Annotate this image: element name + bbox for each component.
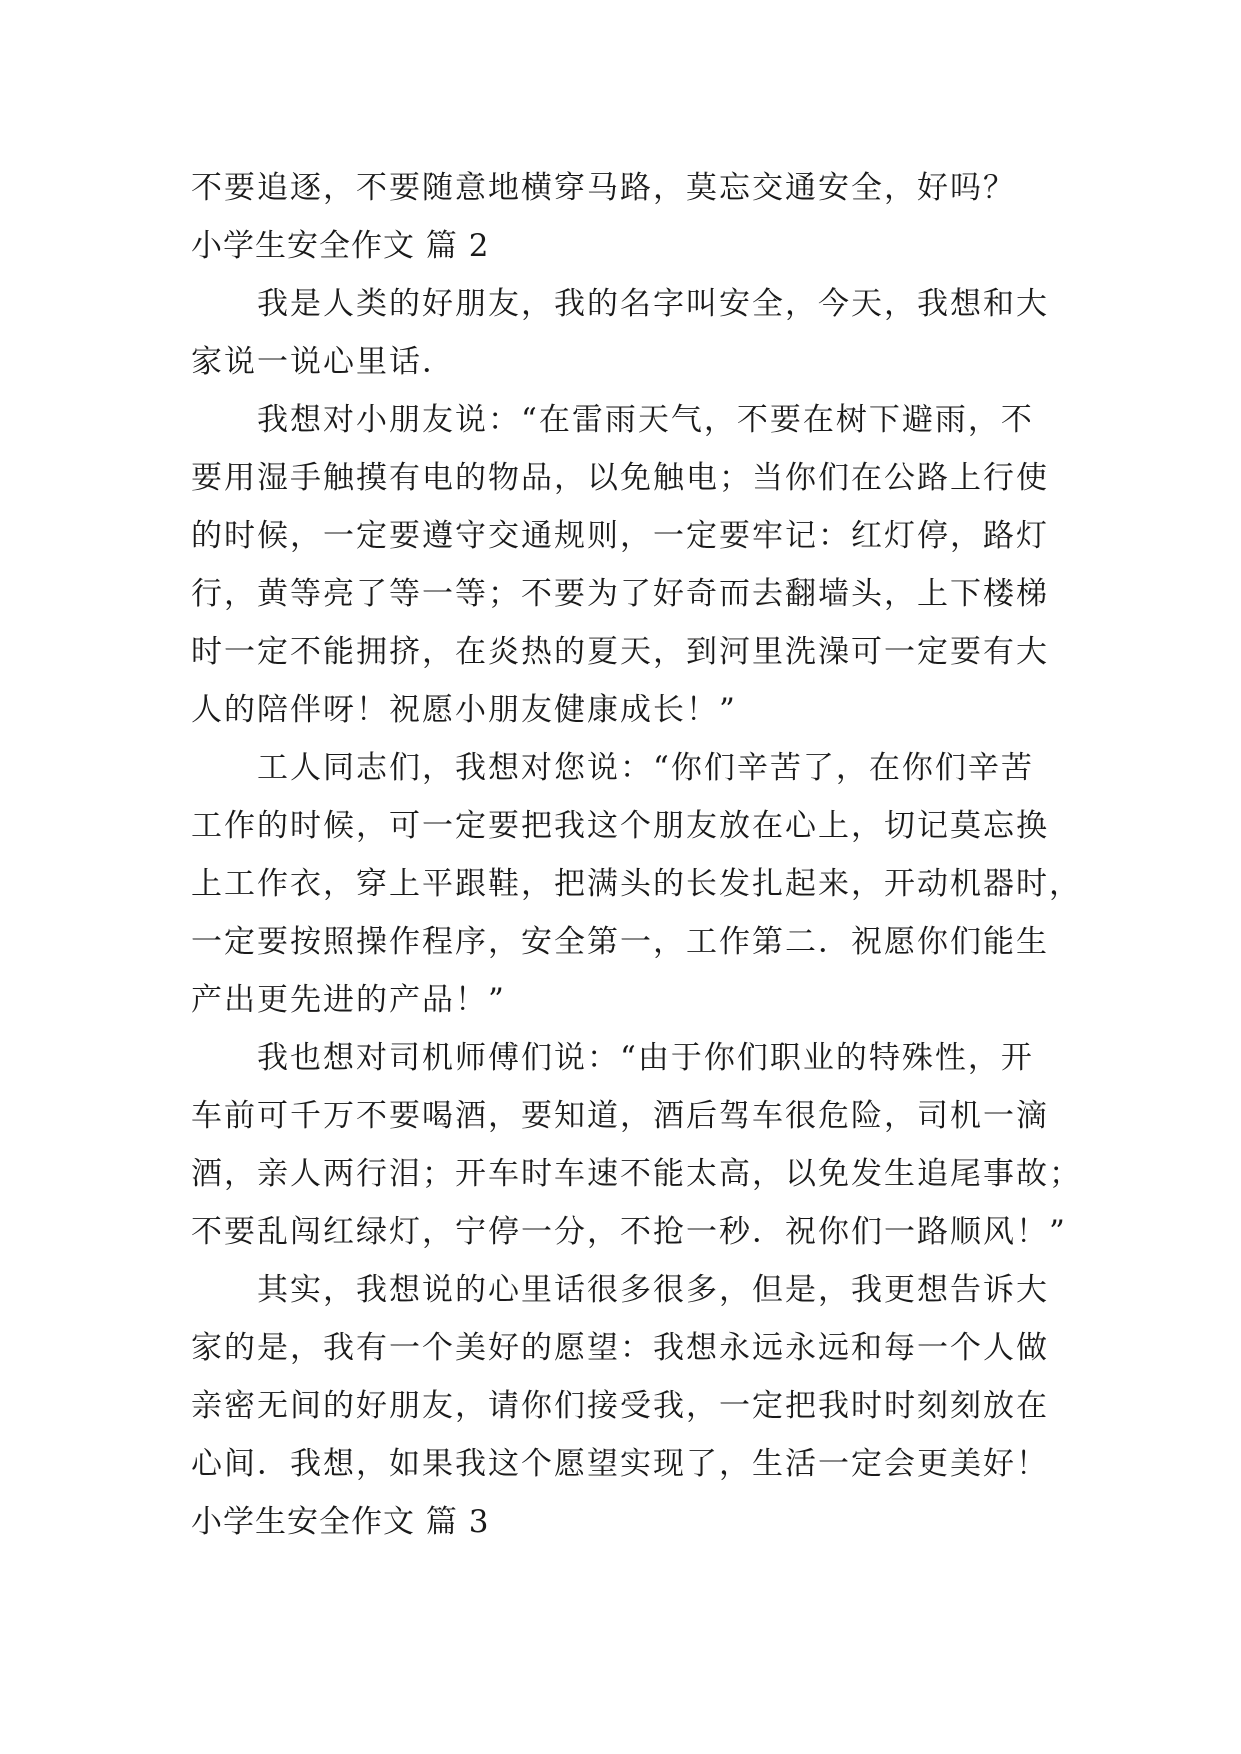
text-line: 不要乱闯红绿灯，宁停一分，不抢一秒．祝你们一路顺风！”	[191, 1214, 1067, 1250]
paragraph-first-line: 其实，我想说的心里话很多很多，但是，我更想告诉大	[257, 1272, 1049, 1308]
text-line: 家说一说心里话．	[191, 344, 455, 380]
text-line: 行，黄等亮了等一等；不要为了好奇而去翻墙头，上下楼梯	[191, 576, 1049, 612]
section-heading: 小学生安全作文 篇 2	[191, 228, 490, 264]
text-line: 酒，亲人两行泪；开车时车速不能太高，以免发生追尾事故；	[191, 1156, 1082, 1192]
paragraph-first-line: 工人同志们，我想对您说：“你们辛苦了，在你们辛苦	[257, 750, 1034, 786]
text-line: 工作的时候，可一定要把我这个朋友放在心上，切记莫忘换	[191, 808, 1049, 844]
text-line: 不要追逐，不要随意地横穿马路，莫忘交通安全，好吗？	[191, 170, 1016, 206]
text-line: 要用湿手触摸有电的物品，以免触电；当你们在公路上行使	[191, 460, 1049, 496]
text-line: 时一定不能拥挤，在炎热的夏天，到河里洗澡可一定要有大	[191, 634, 1049, 670]
text-line: 家的是，我有一个美好的愿望：我想永远永远和每一个人做	[191, 1330, 1049, 1366]
paragraph-first-line: 我想对小朋友说：“在雷雨天气，不要在树下避雨，不	[257, 402, 1034, 438]
text-line: 心间．我想，如果我这个愿望实现了，生活一定会更美好！	[191, 1446, 1049, 1482]
text-line: 上工作衣，穿上平跟鞋，把满头的长发扎起来，开动机器时，	[191, 866, 1082, 902]
paragraph-first-line: 我是人类的好朋友，我的名字叫安全，今天，我想和大	[257, 286, 1049, 322]
text-line: 亲密无间的好朋友，请你们接受我，一定把我时时刻刻放在	[191, 1388, 1049, 1424]
text-line: 车前可千万不要喝酒，要知道，酒后驾车很危险，司机一滴	[191, 1098, 1049, 1134]
text-line: 人的陪伴呀！祝愿小朋友健康成长！”	[191, 692, 737, 728]
paragraph-first-line: 我也想对司机师傅们说：“由于你们职业的特殊性，开	[257, 1040, 1034, 1076]
text-line: 的时候，一定要遵守交通规则，一定要牢记：红灯停，路灯	[191, 518, 1049, 554]
text-line: 产出更先进的产品！”	[191, 982, 506, 1018]
section-heading: 小学生安全作文 篇 3	[191, 1504, 490, 1540]
document-body	[191, 159, 1082, 1551]
text-line: 一定要按照操作程序，安全第一，工作第二．祝愿你们能生	[191, 924, 1049, 960]
